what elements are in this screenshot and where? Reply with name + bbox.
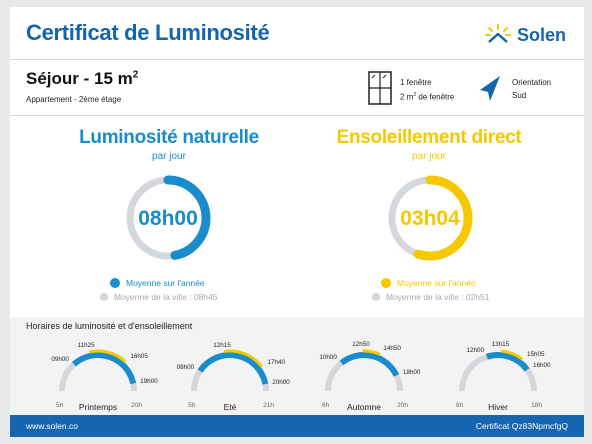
brand-logo — [485, 24, 566, 46]
legend-dot — [100, 293, 108, 301]
axis-end-label: 21h — [263, 402, 274, 409]
light-end-time: 19h00 — [140, 378, 158, 386]
light-start-time: 09h00 — [51, 355, 69, 363]
window-info: 1 fenêtre 2 $m^2$ de fenêtre — [400, 78, 455, 102]
axis-start-label: 6h — [322, 402, 330, 409]
seasons-title: Horaires de luminosité et d'ensoleillement — [26, 321, 193, 331]
season-name: Hiver — [488, 402, 508, 412]
brand-name: Solen — [516, 24, 566, 45]
light-start-time: 12h00 — [466, 347, 485, 355]
sun-start-time: 12h50 — [352, 341, 370, 349]
footer-website-link[interactable]: www.solen.co — [26, 421, 78, 431]
sun-end-time: 17h40 — [267, 358, 285, 366]
direct-sun-title: Ensoleillement direct — [336, 127, 522, 148]
axis-start-label: 8h — [456, 402, 464, 409]
footer-certificate-id: Certificat Qz83NpmcfgQ — [475, 421, 568, 431]
light-end-time: 20h00 — [272, 378, 290, 386]
sun-end-time: 14h50 — [383, 344, 401, 352]
season-name: Printemps — [78, 402, 118, 412]
sun-end-time: 16h05 — [130, 353, 148, 361]
light-end-time: 16h00 — [532, 362, 551, 370]
light-start-time: 08h00 — [176, 363, 195, 371]
legend-dot — [110, 278, 120, 288]
season-arc-chart — [38, 343, 158, 403]
page-title: Certificat de Luminosité — [26, 20, 270, 45]
sun-end-time: 15h05 — [527, 350, 545, 358]
divider — [10, 59, 584, 60]
direct-sun-value: 03h04 — [400, 207, 460, 230]
season-name: Automne — [346, 402, 382, 412]
room-subtitle: Appartement - 2ème étage — [26, 95, 122, 104]
direct-legend-city: Moyenne de la ville : 02h51 — [372, 292, 490, 302]
season-track — [328, 355, 400, 391]
light-end-time: 18h00 — [402, 368, 421, 376]
season-gauge — [438, 343, 558, 413]
sun-start-time: 11h25 — [77, 342, 95, 350]
legend-dot — [372, 293, 380, 301]
season-gauge — [304, 343, 424, 413]
natural-legend-city: Moyenne de la ville : 08h45 — [100, 292, 218, 302]
window-icon — [368, 71, 392, 105]
light-start-time: 10h00 — [319, 354, 337, 362]
season-light-arc — [342, 355, 397, 375]
sun-house-icon — [485, 24, 511, 46]
orientation-arrow-icon — [476, 73, 502, 103]
divider — [10, 115, 584, 116]
season-name: Eté — [223, 402, 237, 412]
sun-start-time: 13h15 — [491, 341, 510, 349]
legend-dot — [381, 278, 391, 288]
axis-end-label: 20h — [397, 402, 408, 409]
season-arc-chart — [170, 343, 290, 403]
axis-end-label: 18h — [531, 402, 542, 409]
season-track — [462, 355, 534, 391]
natural-light-title: Luminosité naturelle — [79, 127, 259, 148]
natural-legend-annual: Moyenne sur l'année — [110, 278, 205, 288]
season-gauge — [170, 343, 290, 413]
natural-light-subtitle: par jour — [152, 151, 186, 162]
orientation-info: Orientation Sud — [512, 78, 552, 100]
axis-end-label: 20h — [131, 402, 142, 409]
season-gauge — [38, 343, 158, 413]
axis-start-label: 5h — [56, 402, 64, 409]
direct-sun-subtitle: par jour — [412, 151, 446, 162]
direct-legend-annual: Moyenne sur l'année — [381, 278, 476, 288]
natural-light-value: 08h00 — [138, 207, 198, 230]
sun-start-time: 12h15 — [213, 341, 231, 349]
certificate-card — [10, 7, 584, 437]
axis-start-label: 5h — [188, 402, 196, 409]
room-title: Séjour - 15 $m^2$ — [26, 69, 139, 88]
